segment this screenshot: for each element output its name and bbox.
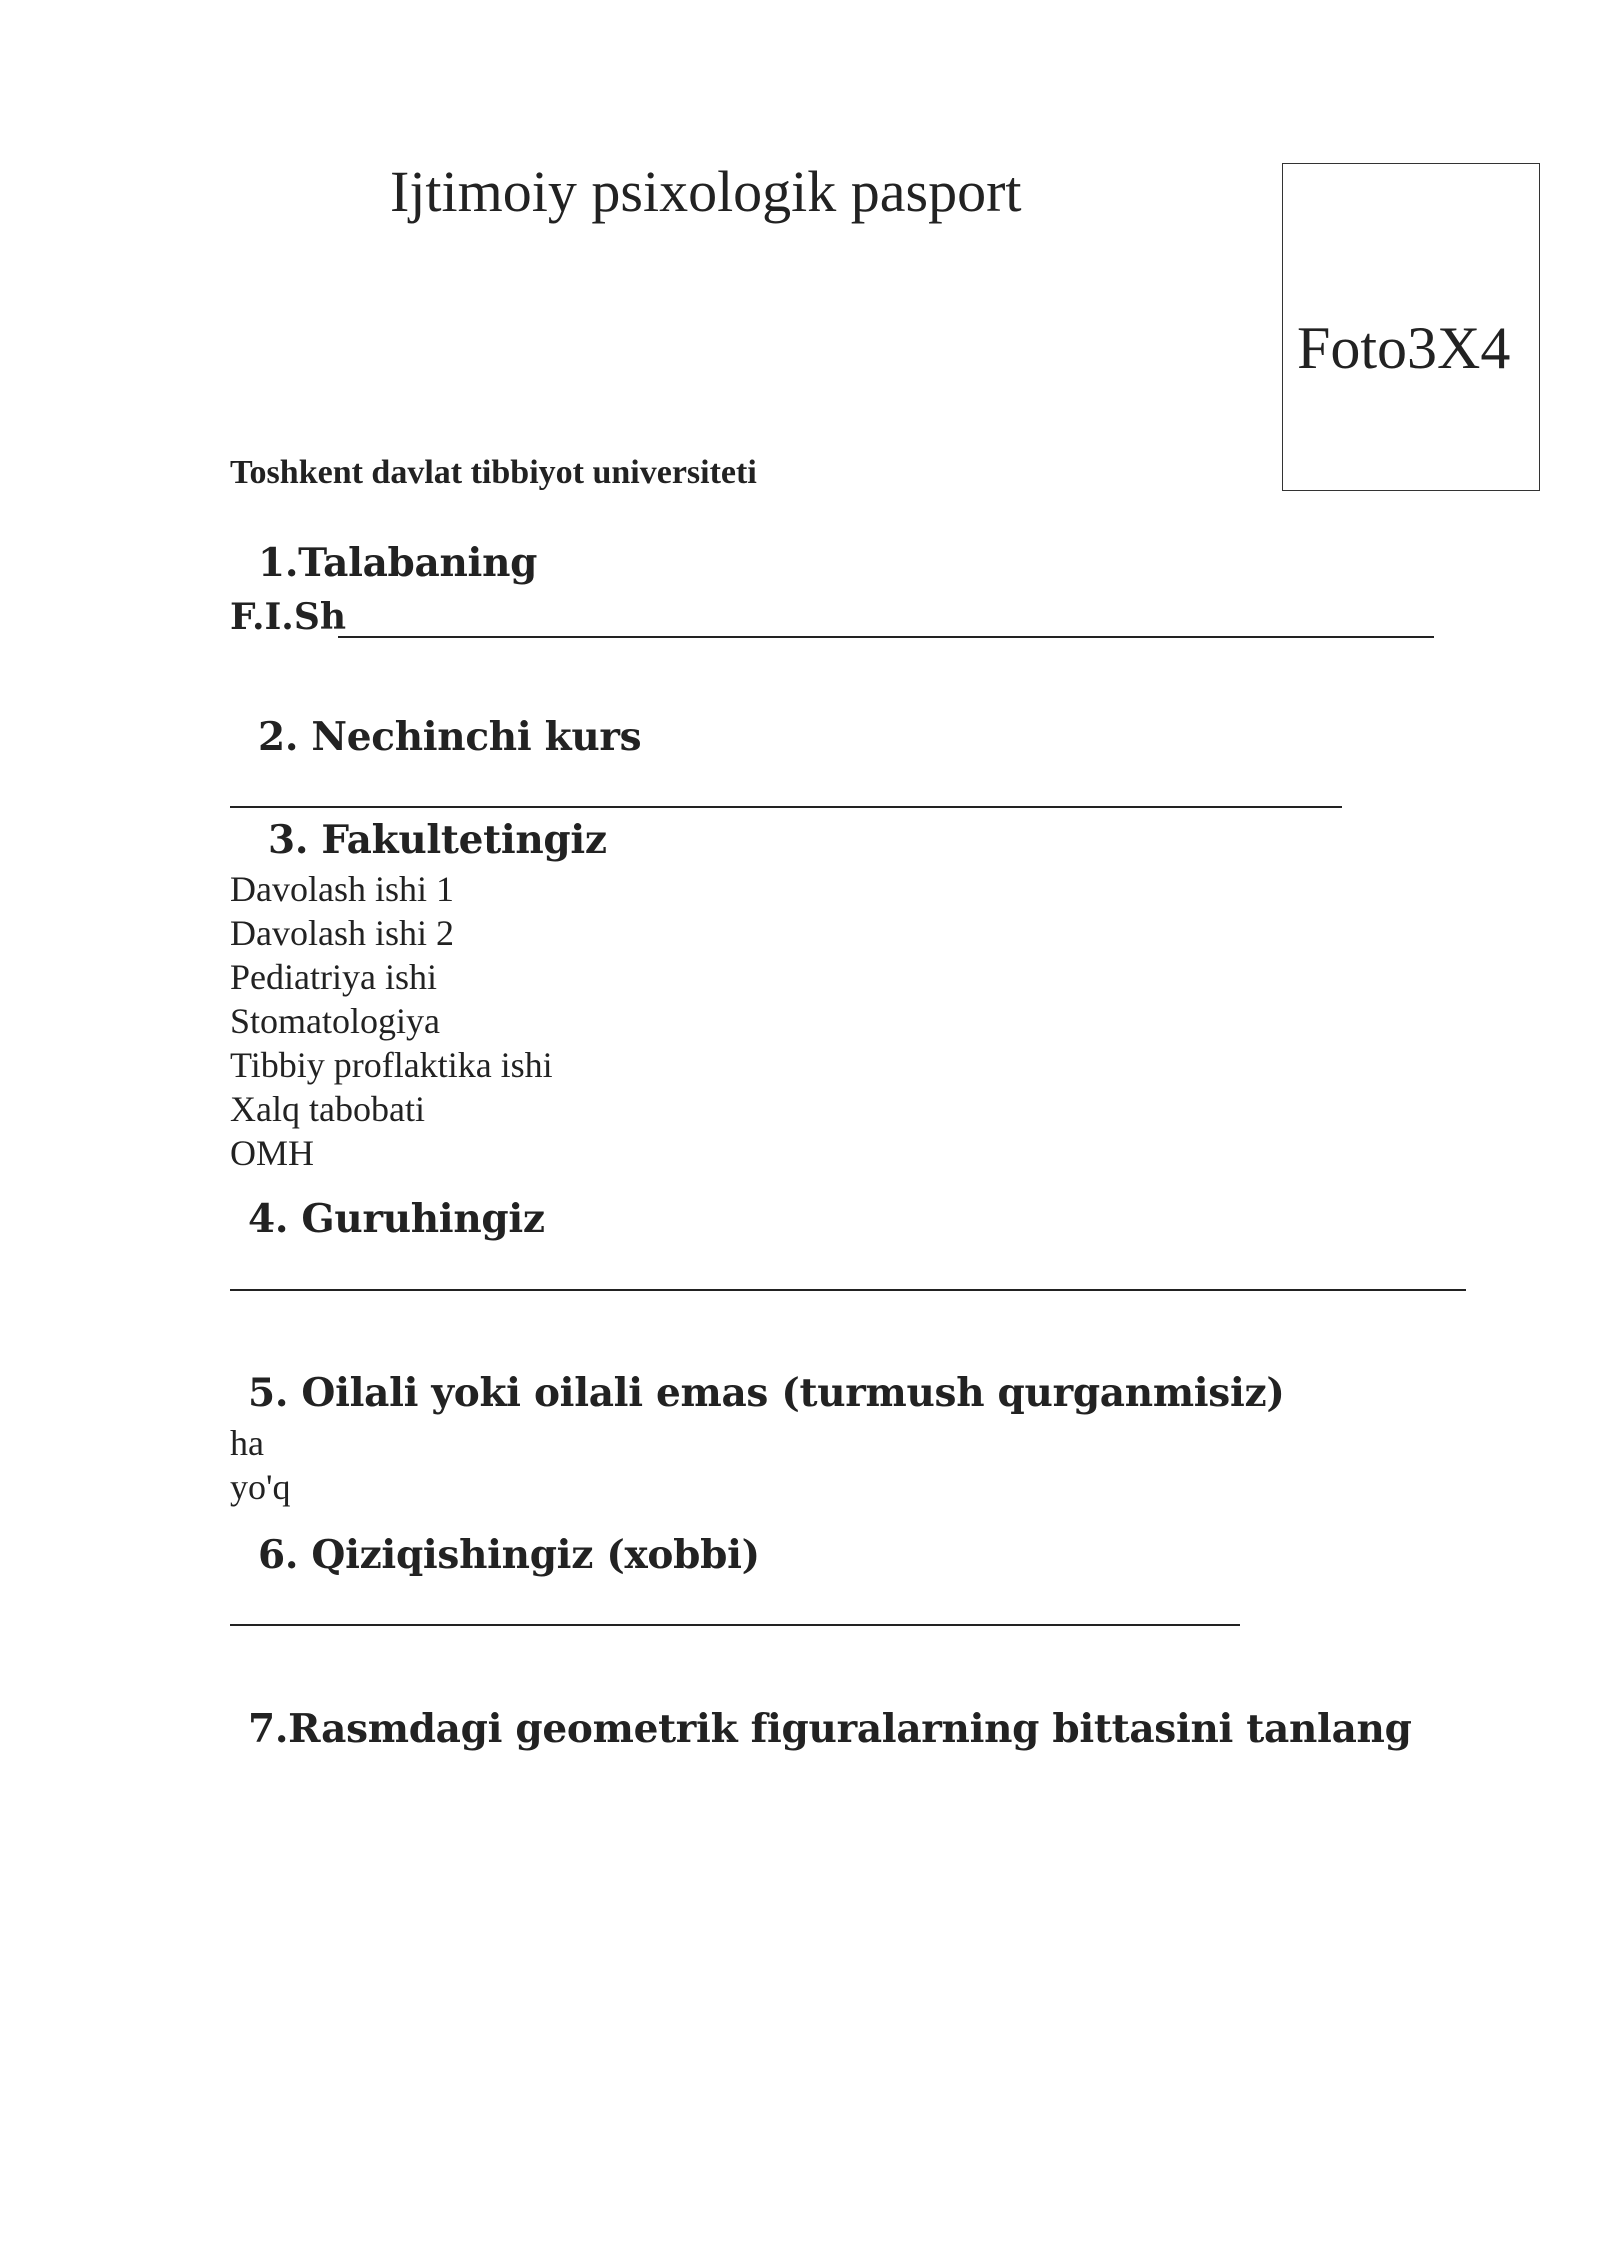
question-2-heading: 2. Nechinchi kurs: [258, 714, 642, 760]
question-6-heading: 6. Qiziqishingiz (xobbi): [258, 1532, 760, 1578]
marital-option-no[interactable]: yo'q: [230, 1467, 291, 1507]
question-7-heading: 7.Rasmdagi geometrik figuralarning bittasini tanlang: [248, 1706, 1412, 1752]
question-4-heading: 4. Guruhingiz: [248, 1196, 545, 1242]
university-name: Toshkent davlat tibbiyot universiteti: [230, 454, 757, 491]
marital-option-yes[interactable]: ha: [230, 1423, 264, 1463]
faculty-option[interactable]: Xalq tabobati: [230, 1089, 425, 1129]
page-title: Ijtimoiy psixologik pasport: [390, 159, 1022, 224]
question-5-heading: 5. Oilali yoki oilali emas (turmush qurganmisiz): [248, 1370, 1285, 1416]
faculty-option[interactable]: Pediatriya ishi: [230, 957, 437, 997]
hobby-input-line[interactable]: [230, 1624, 1240, 1626]
fish-field-label: F.I.Sh: [230, 596, 347, 638]
question-3-heading: 3. Fakultetingiz: [268, 817, 607, 863]
photo-label: Foto3X4: [1297, 315, 1511, 381]
faculty-option[interactable]: OMH: [230, 1133, 315, 1173]
fish-input-line[interactable]: [338, 636, 1434, 638]
group-input-line[interactable]: [230, 1289, 1466, 1291]
question-1-heading: 1.Talabaning: [258, 540, 538, 586]
course-input-line[interactable]: [230, 806, 1342, 808]
faculty-option[interactable]: Davolash ishi 1: [230, 869, 454, 909]
faculty-option[interactable]: Stomatologiya: [230, 1001, 440, 1041]
faculty-option[interactable]: Davolash ishi 2: [230, 913, 454, 953]
faculty-option[interactable]: Tibbiy proflaktika ishi: [230, 1045, 553, 1085]
photo-placeholder: [1282, 163, 1540, 491]
